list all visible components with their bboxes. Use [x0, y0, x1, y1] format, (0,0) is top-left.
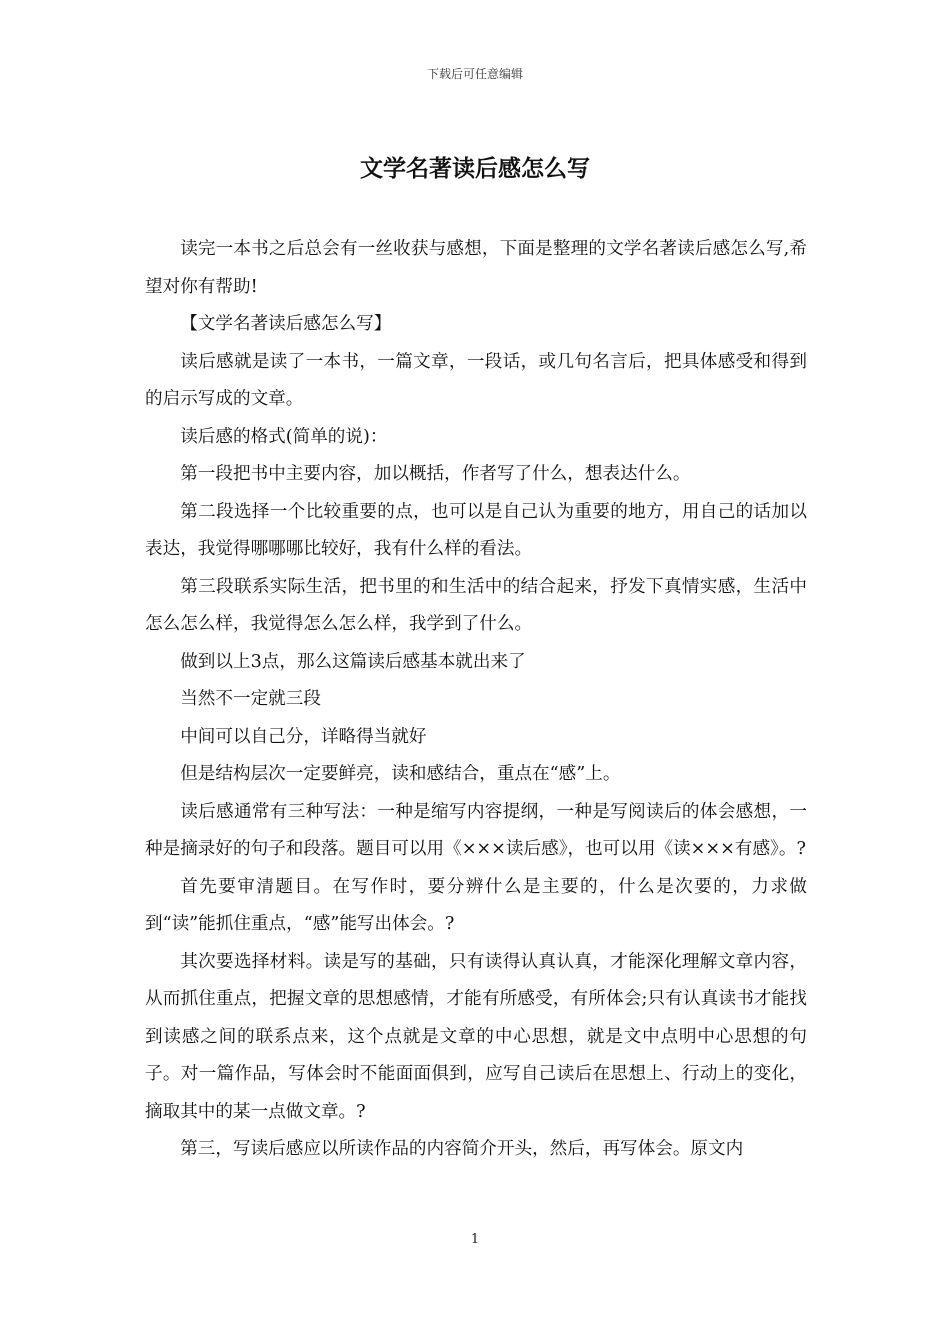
paragraph-step-three: 第三段联系实际生活，把书里的和生活中的结合起来，抒发下真情实感，生活中怎么怎么样，我觉得怎么怎么样，我学到了什么。: [145, 576, 807, 634]
paragraph-first-tip: 首先要审清题目。在写作时，要分辨什么是主要的，什么是次要的，力求做到“读”能抓住重点，“感”能写出体会。?: [145, 876, 807, 934]
paragraph-step-two: 第二段选择一个比较重要的点，也可以是自己认为重要的地方，用自己的话加以表达，我觉得哪哪哪比较好，我有什么样的看法。: [145, 501, 807, 559]
page-header: 下载后可任意编辑: [426, 67, 523, 81]
page-number: 1: [470, 1232, 480, 1247]
paragraph-third-tip: 第三，写读后感应以所读作品的内容简介开头，然后，再写体会。原文内: [180, 1139, 744, 1159]
paragraph-note-structure: 但是结构层次一定要鲜亮，读和感结合，重点在“感”上。: [180, 764, 621, 784]
paragraph-step-one: 第一段把书中主要内容，加以概括，作者写了什么，想表达什么。: [180, 464, 691, 484]
paragraph-definition: 读后感就是读了一本书，一篇文章，一段话，或几句名言后，把具体感受和得到的启示写成的文章。: [145, 351, 807, 409]
document-title: 文学名著读后感怎么写: [360, 155, 590, 182]
paragraph-summary: 做到以上3点，那么这篇读后感基本就出来了: [180, 651, 526, 672]
paragraph-second-tip: 其次要选择材料。读是写的基础，只有读得认真认真，才能深化理解文章内容，从而抓住重点，把握文章的思想感情，才能有所感受，有所体会;只有认真读书才能找到读感之间的联系点来，这个点就是文章的中心思想，就是文中点明中心思想的句子。对一篇作品，写体会时不能面面俱到，应写自己读后在思想上、行动上的变化，摘取其中的某一点做文章。?: [145, 951, 807, 1122]
paragraph-format-label: 读后感的格式(简单的说)：: [180, 426, 388, 447]
paragraph-note-three-sections: 当然不一定就三段: [180, 689, 321, 709]
paragraph-note-middle: 中间可以自己分，详略得当就好: [180, 726, 427, 747]
paragraph-intro: 读完一本书之后总会有一丝收获与感想，下面是整理的文学名著读后感怎么写,希望对你有帮助!: [145, 239, 807, 297]
paragraph-section-heading: 【文学名著读后感怎么写】: [180, 314, 392, 334]
paragraph-three-methods: 读后感通常有三种写法：一种是缩写内容提纲，一种是写阅读后的体会感想，一种是摘录好的句子和段落。题目可以用《×××读后感》，也可以用《读×××有感》。?: [145, 801, 807, 859]
document-body: [145, 231, 807, 1201]
